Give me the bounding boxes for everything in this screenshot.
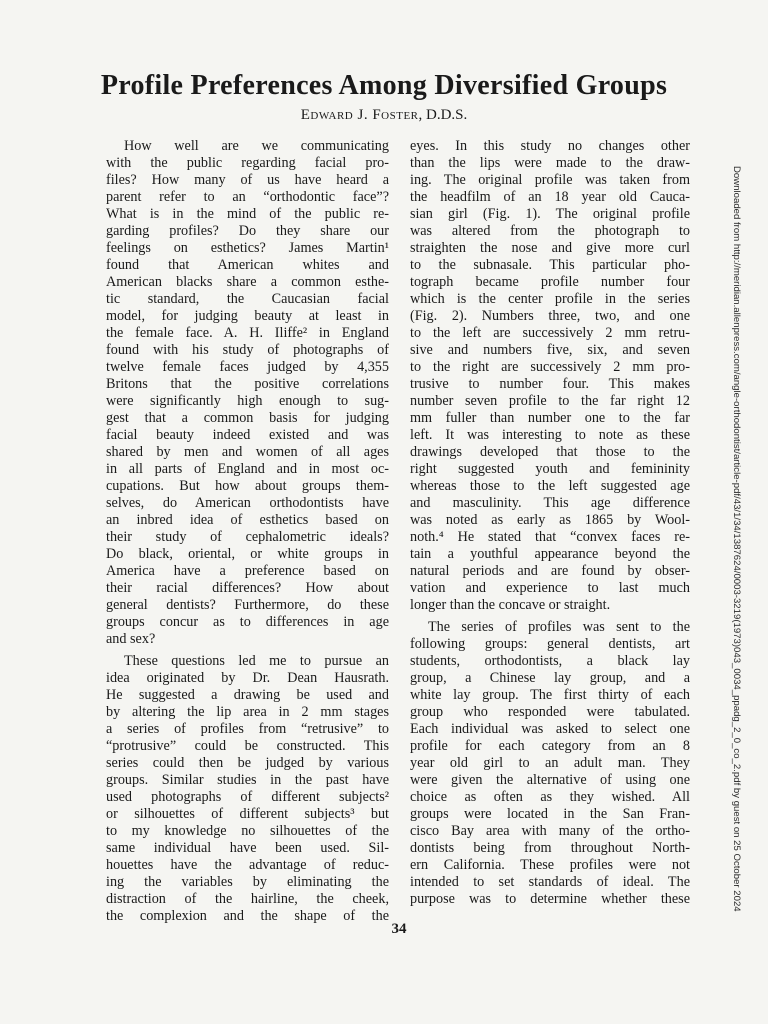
text-line: groups. Similar studies in the past have — [106, 772, 389, 788]
text-line: America have a preference based on — [106, 563, 389, 579]
text-line: selves, do American orthodontists have — [106, 495, 389, 511]
text-line: by altering the lip area in 2 mm stages — [106, 704, 389, 720]
text-line: facial beauty indeed existed and was — [106, 427, 389, 443]
text-line: dontists being from throughout North- — [410, 840, 690, 856]
text-line: tic standard, the Caucasian facial — [106, 291, 389, 307]
text-line: eyes. In this study no changes other — [410, 138, 690, 154]
text-line: These questions led me to pursue an — [124, 653, 389, 669]
text-line: gest that a common basis for judging — [106, 410, 389, 426]
text-line: and masculinity. This age difference — [410, 495, 690, 511]
download-notice: Downloaded from http://meridian.allenpress.com/angle-orthodontist/article-pdf/43/1/34/1387624/0003-3219(1973)043_0034_ppadg_2_0_co_2.pdf by guest on 25 October 2024 — [731, 166, 742, 912]
text-line: straighten the nose and give more curl — [410, 240, 690, 256]
text-line: houettes have the advantage of reduc- — [106, 857, 389, 873]
text-line: ern California. These profiles were not — [410, 857, 690, 873]
text-line: purpose was to determine whether these — [410, 891, 690, 907]
text-line: was altered from the photograph to — [410, 223, 690, 239]
text-line: tograph became profile number four — [410, 274, 690, 290]
text-line: was noted as early as 1865 by Wool- — [410, 512, 690, 528]
text-line: “protrusive” could be constructed. This — [106, 738, 389, 754]
text-line: right suggested youth and femininity — [410, 461, 690, 477]
text-line: What is in the mind of the public re- — [106, 206, 389, 222]
text-line: and sex? — [106, 631, 156, 647]
text-line: cisco Bay area with many of the ortho- — [410, 823, 690, 839]
text-line: groups concur as to differences in age — [106, 614, 389, 630]
text-line: left. It was interesting to note as these — [410, 427, 690, 443]
text-line: general dentists? Furthermore, do these — [106, 597, 389, 613]
text-line: Each individual was asked to select one — [410, 721, 690, 737]
text-line: series could then be judged by various — [106, 755, 389, 771]
text-line: mm fuller than number one to the far — [410, 410, 690, 426]
text-line: the headfilm of an 18 year old Cauca- — [410, 189, 690, 205]
text-line: sive and numbers five, six, and seven — [410, 342, 690, 358]
text-line: white lay group. The first thirty of each — [410, 687, 690, 703]
text-line: than the lips were made to the draw- — [410, 155, 690, 171]
text-line: cupations. But how about groups them- — [106, 478, 389, 494]
text-line: year old girl to an adult man. They — [410, 755, 690, 771]
text-line: their racial differences? How about — [106, 580, 389, 596]
text-line: students, orthodontists, a black lay — [410, 653, 690, 669]
text-line: same individual have been used. Sil- — [106, 840, 389, 856]
text-line: their study of cephalometric ideals? — [106, 529, 389, 545]
text-line: to the right are successively 2 mm pro- — [410, 359, 690, 375]
text-line: natural periods and are found by obser- — [410, 563, 690, 579]
author-degree: , D.D.S. — [418, 107, 468, 123]
text-line: the female face. A. H. Iliffe² in England — [106, 325, 389, 341]
text-line: found that American whites and — [106, 257, 389, 273]
text-line: to the subnasale. This particular pho- — [410, 257, 690, 273]
text-line: choice as often as they wished. All — [410, 789, 690, 805]
text-line: group, a Chinese lay group, and a — [410, 670, 690, 686]
text-line: noth.⁴ He stated that “convex faces re- — [410, 529, 690, 545]
author-byline — [0, 107, 768, 124]
text-line: whereas those to the left suggested age — [410, 478, 690, 494]
text-line: idea originated by Dr. Dean Hausrath. — [106, 670, 389, 686]
text-line: vation and experience to last much — [410, 580, 690, 596]
text-line: sian girl (Fig. 1). The original profile — [410, 206, 690, 222]
text-line: a series of profiles from “retrusive” to — [106, 721, 389, 737]
text-line: He suggested a drawing be used and — [106, 687, 389, 703]
text-line: an inbred idea of esthetics based on — [106, 512, 389, 528]
text-line: The series of profiles was sent to the — [428, 619, 690, 635]
text-line: files? How many of us have heard a — [106, 172, 389, 188]
text-line: following groups: general dentists, art — [410, 636, 690, 652]
text-line: trusive to number four. This makes — [410, 376, 690, 392]
text-line: parent refer to an “orthodontic face”? — [106, 189, 389, 205]
text-line: groups were located in the San Fran- — [410, 806, 690, 822]
text-line: shared by men and women of all ages — [106, 444, 389, 460]
author-name: Edward J. Foster — [300, 107, 419, 123]
text-line: with the public regarding facial pro- — [106, 155, 389, 171]
text-line: twelve female faces judged by 4,355 — [106, 359, 389, 375]
text-line: drawings developed that those to the — [410, 444, 690, 460]
text-line: to the left are successively 2 mm retru- — [410, 325, 690, 341]
text-line: distraction of the hairline, the cheek, — [106, 891, 389, 907]
text-line: feelings on esthetics? James Martin¹ — [106, 240, 389, 256]
page-number: 34 — [391, 921, 407, 937]
article-title: Profile Preferences Among Diversified Groups — [100, 70, 668, 101]
text-line: intended to set standards of ideal. The — [410, 874, 690, 890]
text-line: How well are we communicating — [124, 138, 389, 154]
text-line: used photographs of different subjects² — [106, 789, 389, 805]
text-line: Britons that the positive correlations — [106, 376, 389, 392]
text-line: to my knowledge no silhouettes of the — [106, 823, 389, 839]
text-line: tain a youthful appearance beyond the — [410, 546, 690, 562]
text-line: longer than the concave or straight. — [410, 597, 611, 613]
text-line: (Fig. 2). Numbers three, two, and one — [410, 308, 690, 324]
text-line: in all parts of England and in most oc- — [106, 461, 389, 477]
text-line: garding profiles? Do they share our — [106, 223, 389, 239]
text-line: Do black, oriental, or white groups in — [106, 546, 389, 562]
text-line: profile for each category from an 8 — [410, 738, 690, 754]
right-column — [410, 138, 690, 908]
text-line: found with his study of photographs of — [106, 342, 389, 358]
text-line: number seven profile to the far right 12 — [410, 393, 690, 409]
text-line: ing the variables by eliminating the — [106, 874, 389, 890]
text-line: group who responded were tabulated. — [410, 704, 690, 720]
text-line: ing. The original profile was taken from — [410, 172, 690, 188]
text-line: the complexion and the shape of the — [106, 908, 389, 924]
left-column — [106, 138, 389, 925]
text-line: model, for judging beauty at least in — [106, 308, 389, 324]
text-line: which is the center profile in the series — [410, 291, 690, 307]
text-line: or silhouettes of different subjects³ but — [106, 806, 389, 822]
text-line: American blacks share a common esthe- — [106, 274, 389, 290]
text-line: were significantly high enough to sug- — [106, 393, 389, 409]
text-line: were given the alternative of using one — [410, 772, 690, 788]
